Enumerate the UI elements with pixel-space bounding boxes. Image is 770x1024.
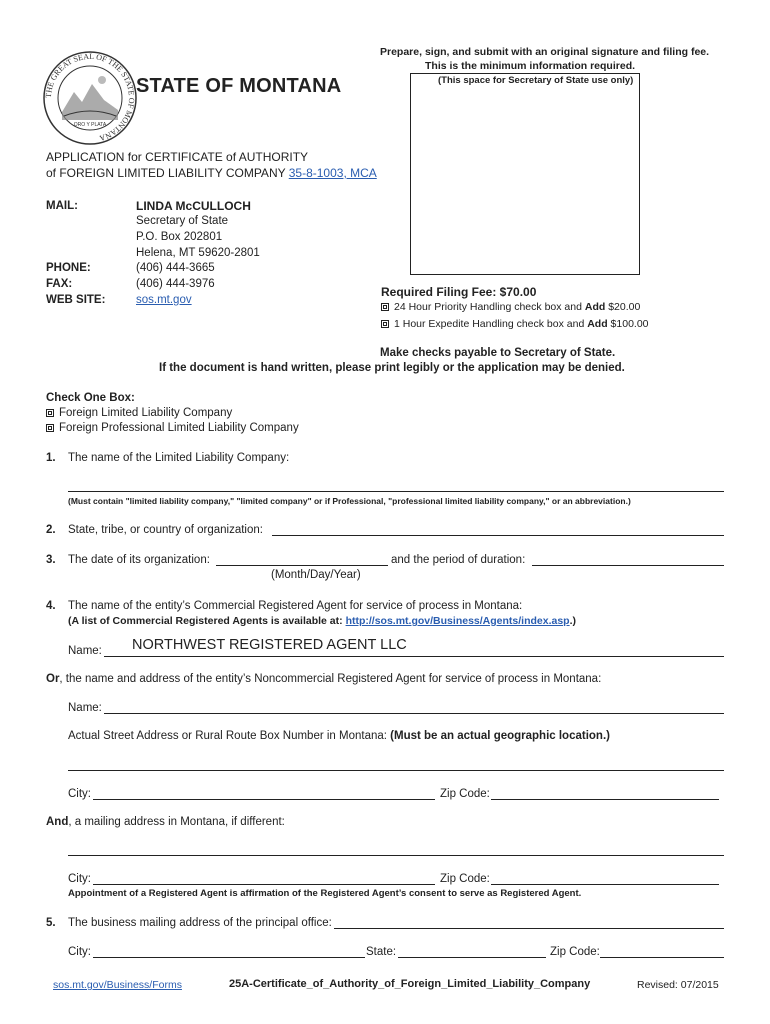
agent-name-label: Name:: [68, 645, 102, 657]
footer-forms-link[interactable]: sos.mt.gov/Business/Forms: [53, 979, 182, 991]
q4-number: 4.: [46, 600, 56, 612]
agents-list-link[interactable]: http://sos.mt.gov/Business/Agents/index.asp: [345, 615, 570, 627]
q5-city-line[interactable]: [93, 957, 365, 958]
fax-label: FAX:: [46, 278, 73, 290]
svg-text:THE GREAT SEAL OF THE STATE OF: THE GREAT SEAL OF THE STATE OF MONTANA: [43, 51, 137, 143]
website-label: WEB SITE:: [46, 294, 106, 306]
statute-link[interactable]: 35-8-1003, MCA: [288, 166, 377, 180]
noncommercial-name-label: Name:: [68, 702, 102, 714]
expedite-option: 1 Hour Expedite Handling check box and Add $100.00: [381, 318, 649, 330]
priority-option: 24 Hour Priority Handling check box and Add $20.00: [381, 301, 640, 313]
svg-text:ORO Y PLATA: ORO Y PLATA: [73, 122, 107, 128]
mail-label: MAIL:: [46, 200, 78, 212]
office-use-box: [410, 73, 640, 275]
q5-label: The business mailing address of the principal office:: [68, 917, 332, 929]
mailing-zip-label: Zip Code:: [440, 873, 490, 885]
mailing-address-line[interactable]: [68, 855, 724, 856]
q5-address-line[interactable]: [334, 928, 724, 929]
form-title-line2: of FOREIGN LIMITED LIABILITY COMPANY 35-8-1003, MCA: [46, 166, 377, 180]
noncommercial-agent-intro: Or, the name and address of the entity’s Noncommercial Registered Agent for service of process in Montana:: [46, 673, 602, 685]
mailing-zip-line[interactable]: [491, 884, 719, 885]
instructions-line2: This is the minimum information required.: [425, 60, 636, 72]
mailing-city-line[interactable]: [93, 884, 435, 885]
q4-label: The name of the entity’s Commercial Registered Agent for service of process in Montana:: [68, 600, 523, 612]
noncommercial-name-line[interactable]: [104, 713, 724, 714]
secretary-name: LINDA McCULLOCH: [136, 199, 251, 213]
q1-input-line[interactable]: [68, 491, 724, 492]
city-line[interactable]: [93, 799, 435, 800]
q3-label: The date of its organization:: [68, 554, 210, 566]
q1-number: 1.: [46, 452, 56, 464]
street-address-line[interactable]: [68, 770, 724, 771]
q2-input-line[interactable]: [272, 535, 724, 536]
q5-state-line[interactable]: [398, 957, 546, 958]
foreign-llc-checkbox[interactable]: [46, 409, 54, 417]
city-address: Helena, MT 59620-2801: [136, 247, 260, 259]
agent-name-value[interactable]: NORTHWEST REGISTERED AGENT LLC: [132, 637, 407, 653]
q2-number: 2.: [46, 524, 56, 536]
form-title-line1: APPLICATION for CERTIFICATE of AUTHORITY: [46, 150, 309, 164]
state-title: STATE OF MONTANA: [136, 75, 342, 97]
option-foreign-pllc: Foreign Professional Limited Liability Company: [46, 422, 299, 434]
phone-value: (406) 444-3665: [136, 262, 215, 274]
office-use-label: (This space for Secretary of State use only): [438, 75, 634, 86]
q3-period-line[interactable]: [532, 565, 724, 566]
q1-note: (Must contain "limited liability company," "limited company" or if Professional, "professional limited liability company," or an abbreviation.): [68, 496, 631, 506]
q5-city-label: City:: [68, 946, 91, 958]
q5-zip-line[interactable]: [600, 957, 724, 958]
footer-revised: Revised: 07/2015: [637, 979, 719, 991]
state-seal-image: [42, 50, 138, 146]
option-foreign-llc: Foreign Limited Liability Company: [46, 407, 232, 419]
q4-note: (A list of Commercial Registered Agents is available at: http://sos.mt.gov/Business/Agents/index.asp.): [68, 615, 577, 627]
zip-label: Zip Code:: [440, 788, 490, 800]
foreign-pllc-checkbox[interactable]: [46, 424, 54, 432]
secretary-office: Secretary of State: [136, 215, 229, 227]
q2-label: State, tribe, or country of organization:: [68, 524, 263, 536]
fax-value: (406) 444-3976: [136, 278, 215, 290]
priority-checkbox[interactable]: [381, 303, 389, 311]
q5-number: 5.: [46, 917, 56, 929]
appointment-note: Appointment of a Registered Agent is affirmation of the Registered Agent’s consent to serve as Registered Agent.: [68, 888, 582, 899]
agent-name-line[interactable]: [104, 656, 724, 657]
street-address-label: Actual Street Address or Rural Route Box Number in Montana: (Must be an actual geographic location.): [68, 730, 610, 742]
check-one-label: Check One Box:: [46, 392, 135, 404]
q3-period-label: and the period of duration:: [391, 554, 526, 566]
checks-notice: Make checks payable to Secretary of State.: [380, 347, 616, 359]
q3-date-line[interactable]: [216, 565, 388, 566]
mailing-city-label: City:: [68, 873, 91, 885]
required-fee: Required Filing Fee: $70.00: [381, 285, 537, 299]
footer-form-name: 25A-Certificate_of_Authority_of_Foreign_Limited_Liability_Company: [229, 978, 591, 990]
q1-label: The name of the Limited Liability Company:: [68, 452, 290, 464]
q5-zip-label: Zip Code:: [550, 946, 600, 958]
expedite-checkbox[interactable]: [381, 320, 389, 328]
city-label: City:: [68, 788, 91, 800]
q3-number: 3.: [46, 554, 56, 566]
website-link[interactable]: sos.mt.gov: [136, 294, 192, 306]
handwritten-notice: If the document is hand written, please print legibly or the application may be denied.: [159, 362, 625, 374]
instructions-line1: Prepare, sign, and submit with an original signature and filing fee.: [380, 46, 710, 58]
po-box: P.O. Box 202801: [136, 231, 223, 243]
phone-label: PHONE:: [46, 262, 91, 274]
q3-date-hint: (Month/Day/Year): [271, 569, 361, 581]
mailing-address-intro: And, a mailing address in Montana, if different:: [46, 816, 285, 828]
zip-line[interactable]: [491, 799, 719, 800]
q5-state-label: State:: [366, 946, 397, 958]
